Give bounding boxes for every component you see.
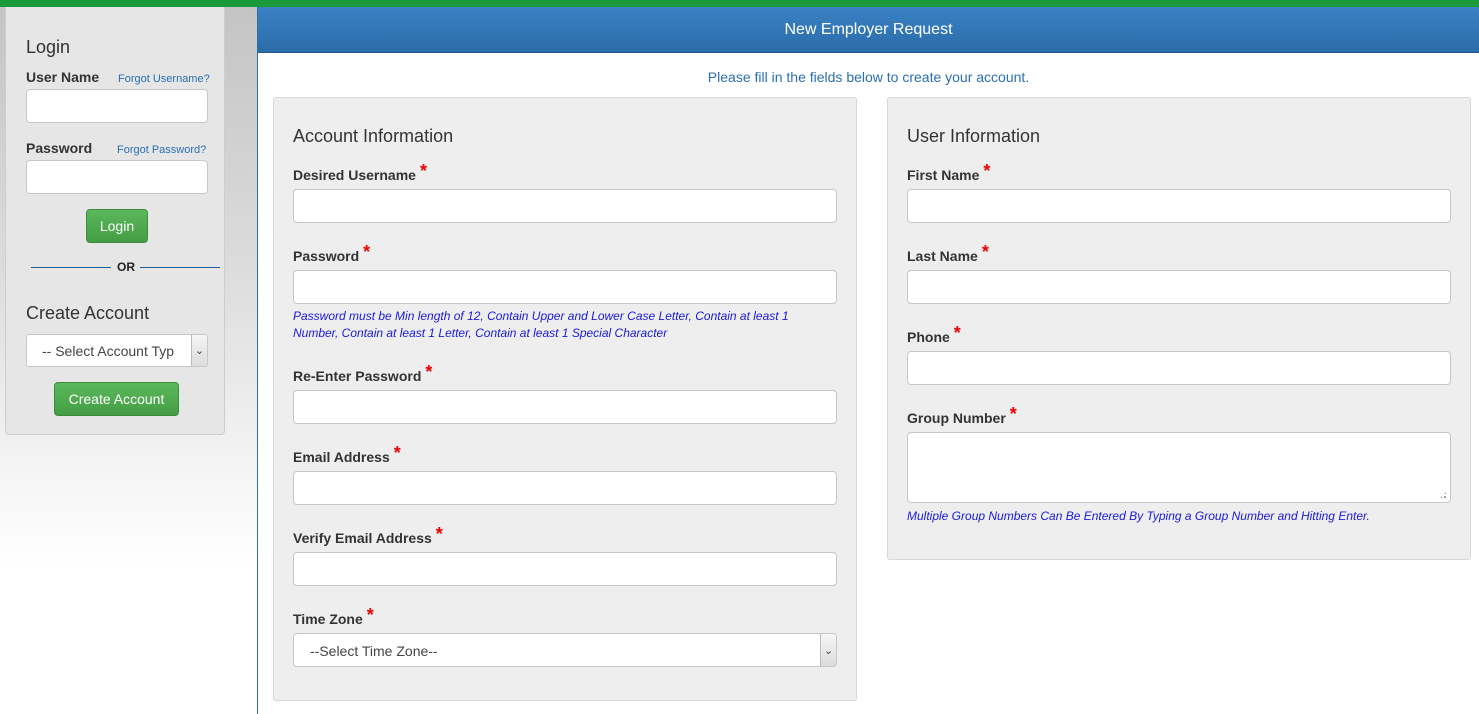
required-marker: * <box>953 323 961 343</box>
password-input[interactable] <box>26 160 208 194</box>
login-button[interactable]: Login <box>86 209 148 243</box>
required-marker: * <box>425 362 433 382</box>
or-divider-right <box>140 267 220 268</box>
email-address-input[interactable] <box>293 471 837 505</box>
page-title: New Employer Request <box>258 7 1479 53</box>
user-information-card <box>887 97 1471 560</box>
resize-grip-icon[interactable] <box>1439 491 1447 499</box>
login-panel <box>5 7 225 435</box>
verify-email-input[interactable] <box>293 552 837 586</box>
desired-username-label: Desired Username * <box>293 161 427 183</box>
login-title: Login <box>26 37 71 57</box>
required-marker: * <box>419 161 427 181</box>
email-address-label: Email Address * <box>293 443 401 465</box>
required-marker: * <box>393 443 401 463</box>
reenter-password-label: Re-Enter Password * <box>293 362 433 384</box>
required-marker: * <box>363 242 371 262</box>
required-marker: * <box>981 242 989 262</box>
time-zone-selected: --Select Time Zone-- <box>310 643 438 659</box>
last-name-input[interactable] <box>907 270 1451 304</box>
create-account-button[interactable]: Create Account <box>54 382 179 416</box>
chevron-down-icon: ⌄ <box>191 335 207 366</box>
verify-email-label: Verify Email Address * <box>293 524 443 546</box>
account-type-select[interactable] <box>26 334 208 367</box>
account-type-selected: -- Select Account Typ <box>42 343 175 359</box>
time-zone-select[interactable] <box>293 633 837 667</box>
or-divider-left <box>31 267 111 268</box>
chevron-down-icon: ⌄ <box>820 634 836 666</box>
time-zone-label: Time Zone * <box>293 605 374 627</box>
main-content <box>257 7 1479 714</box>
password-hint-line-1: Password must be Min length of 12, Contain Upper and Lower Case Letter, Contain at least 1 <box>293 309 789 323</box>
group-number-textarea[interactable] <box>907 432 1451 503</box>
phone-label: Phone * <box>907 323 961 345</box>
top-accent-bar <box>0 0 1479 7</box>
last-name-label: Last Name * <box>907 242 989 264</box>
password-hint-line-2: Number, Contain at least 1 Letter, Contain at least 1 Special Character <box>293 326 668 340</box>
account-information-title: Account Information <box>293 126 454 146</box>
username-input[interactable] <box>26 89 208 123</box>
first-name-input[interactable] <box>907 189 1451 223</box>
create-account-title: Create Account <box>26 303 150 323</box>
phone-input[interactable] <box>907 351 1451 385</box>
group-number-hint: Multiple Group Numbers Can Be Entered By Typing a Group Number and Hitting Enter. <box>907 509 1370 523</box>
intro-text: Please fill in the fields below to create your account. <box>707 69 1030 85</box>
desired-username-input[interactable] <box>293 189 837 223</box>
forgot-password-link[interactable]: Forgot Password? <box>117 144 207 156</box>
user-information-title: User Information <box>907 126 1041 146</box>
password-label: Password <box>26 140 93 156</box>
username-label: User Name <box>26 69 100 85</box>
required-marker: * <box>435 524 443 544</box>
group-number-label: Group Number * <box>907 404 1017 426</box>
required-marker: * <box>983 161 991 181</box>
first-name-label: First Name * <box>907 161 991 183</box>
account-password-label: Password * <box>293 242 371 264</box>
password-requirements-hint <box>293 308 837 342</box>
reenter-password-input[interactable] <box>293 390 837 424</box>
or-divider-text: OR <box>117 260 135 274</box>
required-marker: * <box>366 605 374 625</box>
account-information-card <box>273 97 857 701</box>
account-password-input[interactable] <box>293 270 837 304</box>
required-marker: * <box>1009 404 1017 424</box>
forgot-username-link[interactable]: Forgot Username? <box>118 73 210 85</box>
